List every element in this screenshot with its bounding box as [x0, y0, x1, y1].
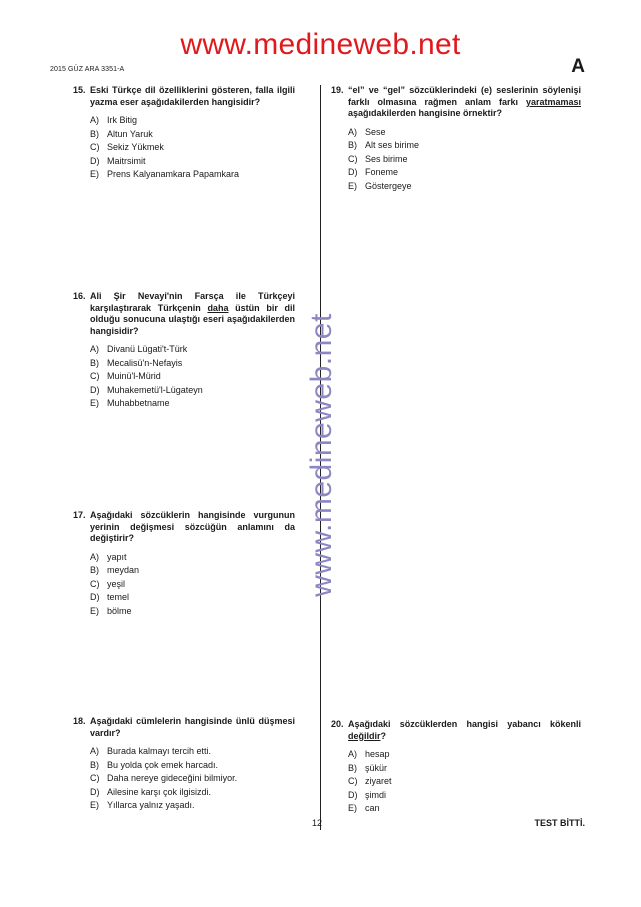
option-c[interactable]: C) Daha nereye gideceğini bilmiyor.: [90, 773, 238, 783]
option-d[interactable]: D) Ailesine karşı çok ilgisizdi.: [90, 786, 212, 797]
question-number: 16.: [73, 291, 86, 301]
question-number: 18.: [73, 716, 86, 726]
option-e[interactable]: E) Yıllarca yalnız yaşadı.: [90, 800, 195, 810]
question-text: Ali Şir Nevayi'nin Farsça ile Türkçeyi karşılaştırarak Türkçenin daha üstün bir dil olduğu sonucuna ulaştığı eseri aşağıdakilerden hangisidir?: [90, 291, 296, 336]
question-18: [73, 716, 295, 813]
option-c[interactable]: C) ziyaret: [348, 776, 392, 786]
option-a[interactable]: A) Irk Bitig: [90, 115, 138, 125]
option-c[interactable]: C) Sekiz Yükmek: [90, 142, 164, 152]
option-b[interactable]: B) şükür: [348, 762, 388, 773]
underlined-word: değildir: [348, 730, 381, 741]
option-a[interactable]: A) Burada kalmayı tercih etti.: [90, 746, 212, 756]
question-number: 15.: [73, 85, 86, 95]
header-code: 2015 GÜZ ARA 3351-A: [50, 66, 125, 73]
option-list: [331, 126, 581, 194]
question-19: [331, 85, 581, 193]
option-d[interactable]: D) Maitrsimit: [90, 155, 146, 166]
option-b[interactable]: B) Alt ses birime: [348, 140, 420, 150]
option-e[interactable]: E) Göstergeye: [348, 180, 412, 191]
booklet-letter: A: [571, 56, 585, 77]
option-c[interactable]: C) Muinü'l-Mürid: [90, 371, 161, 381]
question-17: [73, 510, 295, 618]
question-text: Aşağıdaki sözcüklerden hangisi yabancı kökenli değildir?: [348, 719, 581, 741]
question-number: 17.: [73, 510, 86, 520]
option-b[interactable]: B) Bu yolda çok emek harcadı.: [90, 759, 219, 770]
option-list: [73, 745, 295, 813]
question-20: [331, 719, 581, 816]
option-e[interactable]: E) can: [348, 803, 380, 813]
option-list: [73, 551, 295, 619]
option-b[interactable]: B) meydan: [90, 565, 140, 575]
option-d[interactable]: D) Muhakemetü'l-Lügateyn: [90, 384, 203, 395]
page-number: 12: [312, 818, 323, 828]
option-a[interactable]: A) Sese: [348, 126, 386, 137]
option-d[interactable]: D) şimdi: [348, 789, 387, 800]
option-list: [73, 343, 295, 411]
option-d[interactable]: D) Foneme: [348, 167, 399, 177]
option-a[interactable]: A) yapıt: [90, 551, 127, 562]
question-text: “el” ve “gel” sözcüklerindeki (e) seslerinin söylenişi farklı olmasına rağmen anlam farkı yaratmaması aşağıdakilerden hangisine örnektir?: [348, 85, 581, 118]
watermark-top: www.medineweb.net: [180, 28, 461, 61]
test-end-label: TEST BİTTİ.: [534, 818, 585, 828]
question-text: Aşağıdaki cümlelerin hangisinde ünlü düşmesi vardır?: [90, 716, 295, 738]
option-a[interactable]: A) hesap: [348, 749, 390, 759]
option-d[interactable]: D) temel: [90, 592, 130, 602]
option-list: [331, 748, 581, 816]
option-b[interactable]: B) Mecalisü'n-Nefayis: [90, 357, 183, 368]
option-e[interactable]: E) Prens Kalyanamkara Papamkara: [90, 169, 240, 179]
option-e[interactable]: E) bölme: [90, 605, 132, 616]
question-number: 20.: [331, 719, 344, 729]
underlined-word: daha: [207, 302, 229, 313]
option-e[interactable]: E) Muhabbetname: [90, 398, 170, 408]
option-b[interactable]: B) Altun Yaruk: [90, 128, 153, 139]
watermark-vertical: www.medineweb.net: [305, 313, 338, 597]
question-15: [73, 85, 295, 182]
underlined-word: yaratmaması: [525, 96, 581, 107]
option-a[interactable]: A) Divanü Lügati't-Türk: [90, 344, 188, 354]
option-c[interactable]: C) yeşil: [90, 578, 126, 589]
question-text: Aşağıdaki sözcüklerin hangisinde vurgunun yerinin değişmesi sözcüğün anlamını da değiştirir?: [90, 510, 295, 543]
option-c[interactable]: C) Ses birime: [348, 153, 408, 164]
question-text: Eski Türkçe dil özelliklerini gösteren, falla ilgili yazma eser aşağıdakilerden hangisidir?: [90, 85, 295, 107]
question-16: [73, 291, 295, 411]
option-list: [73, 114, 295, 182]
question-number: 19.: [331, 85, 344, 95]
